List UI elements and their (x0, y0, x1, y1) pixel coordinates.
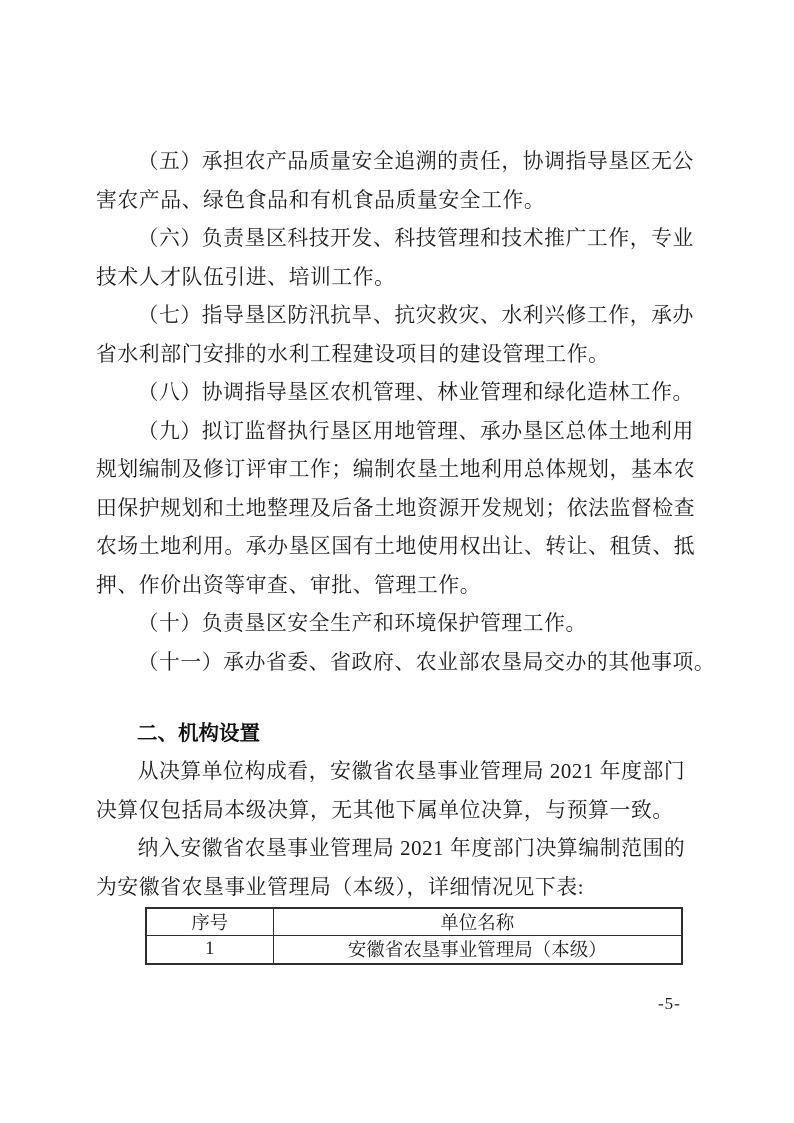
text-line: 田保护规划和土地整理及后备土地资源开发规划；依法监督检查 (96, 496, 696, 520)
duty-paragraph-8 (96, 374, 698, 413)
table-header-name: 单位名称 (273, 908, 682, 936)
duty-paragraph-6 (96, 220, 698, 297)
text-line: 决算仅包括局本级决算，无其他下属单位决算，与预算一致。 (96, 798, 674, 822)
org-paragraph-1 (96, 753, 698, 830)
table-cell-seq: 1 (146, 936, 273, 964)
text-line: 规划编制及修订评审工作；编制农垦土地利用总体规划，基本农 (96, 458, 696, 481)
org-paragraph-2 (96, 830, 698, 907)
text-line: （七）指导垦区防汛抗旱、抗灾救灾、水利兴修工作，承办 (137, 304, 694, 327)
section-heading: 二、机构设置 (137, 721, 260, 745)
text-line: 害农产品、绿色食品和有机食品质量安全工作。 (96, 188, 546, 212)
page-number: -5- (658, 994, 681, 1013)
text-line: 农场土地利用。承办垦区国有土地使用权出让、转让、租赁、抵 (96, 535, 696, 558)
text-line: （十一）承办省委、省政府、农业部农垦局交办的其他事项。 (137, 650, 716, 674)
table-header-seq: 序号 (146, 908, 273, 936)
duty-paragraph-10 (96, 605, 698, 644)
duty-paragraph-9 (96, 413, 698, 606)
text-line: 为安徽省农垦事业管理局（本级），详细情况见下表: (96, 875, 585, 899)
text-line: 押、作价出资等审查、审批、管理工作。 (96, 573, 482, 597)
text-line: （九）拟订监督执行垦区用地管理、承办垦区总体土地利用 (137, 419, 694, 443)
document-body (96, 143, 716, 965)
text-line: 纳入安徽省农垦事业管理局 2021 年度部门决算编制范围的 (137, 837, 686, 860)
text-line: （五）承担农产品质量安全追溯的责任，协调指导垦区无公 (137, 150, 694, 173)
duty-paragraph-7 (96, 297, 698, 374)
text-line: 省水利部门安排的水利工程建设项目的建设管理工作。 (96, 342, 610, 366)
table-row (146, 936, 682, 964)
duty-paragraph-11 (96, 644, 716, 683)
duty-paragraph-5 (96, 143, 698, 220)
text-line: （八）协调指导垦区农机管理、林业管理和绿化造林工作。 (137, 381, 694, 404)
units-table (145, 907, 683, 965)
text-line: 技术人才队伍引进、培训工作。 (96, 265, 396, 289)
text-line: （六）负责垦区科技开发、科技管理和技术推广工作，专业 (137, 227, 694, 250)
table-header-row (146, 908, 682, 936)
text-line: 从决算单位构成看，安徽省农垦事业管理局 2021 年度部门 (137, 760, 686, 783)
text-line: （十）负责垦区安全生产和环境保护管理工作。 (137, 612, 587, 635)
table-cell-name: 安徽省农垦事业管理局（本级） (273, 936, 682, 964)
